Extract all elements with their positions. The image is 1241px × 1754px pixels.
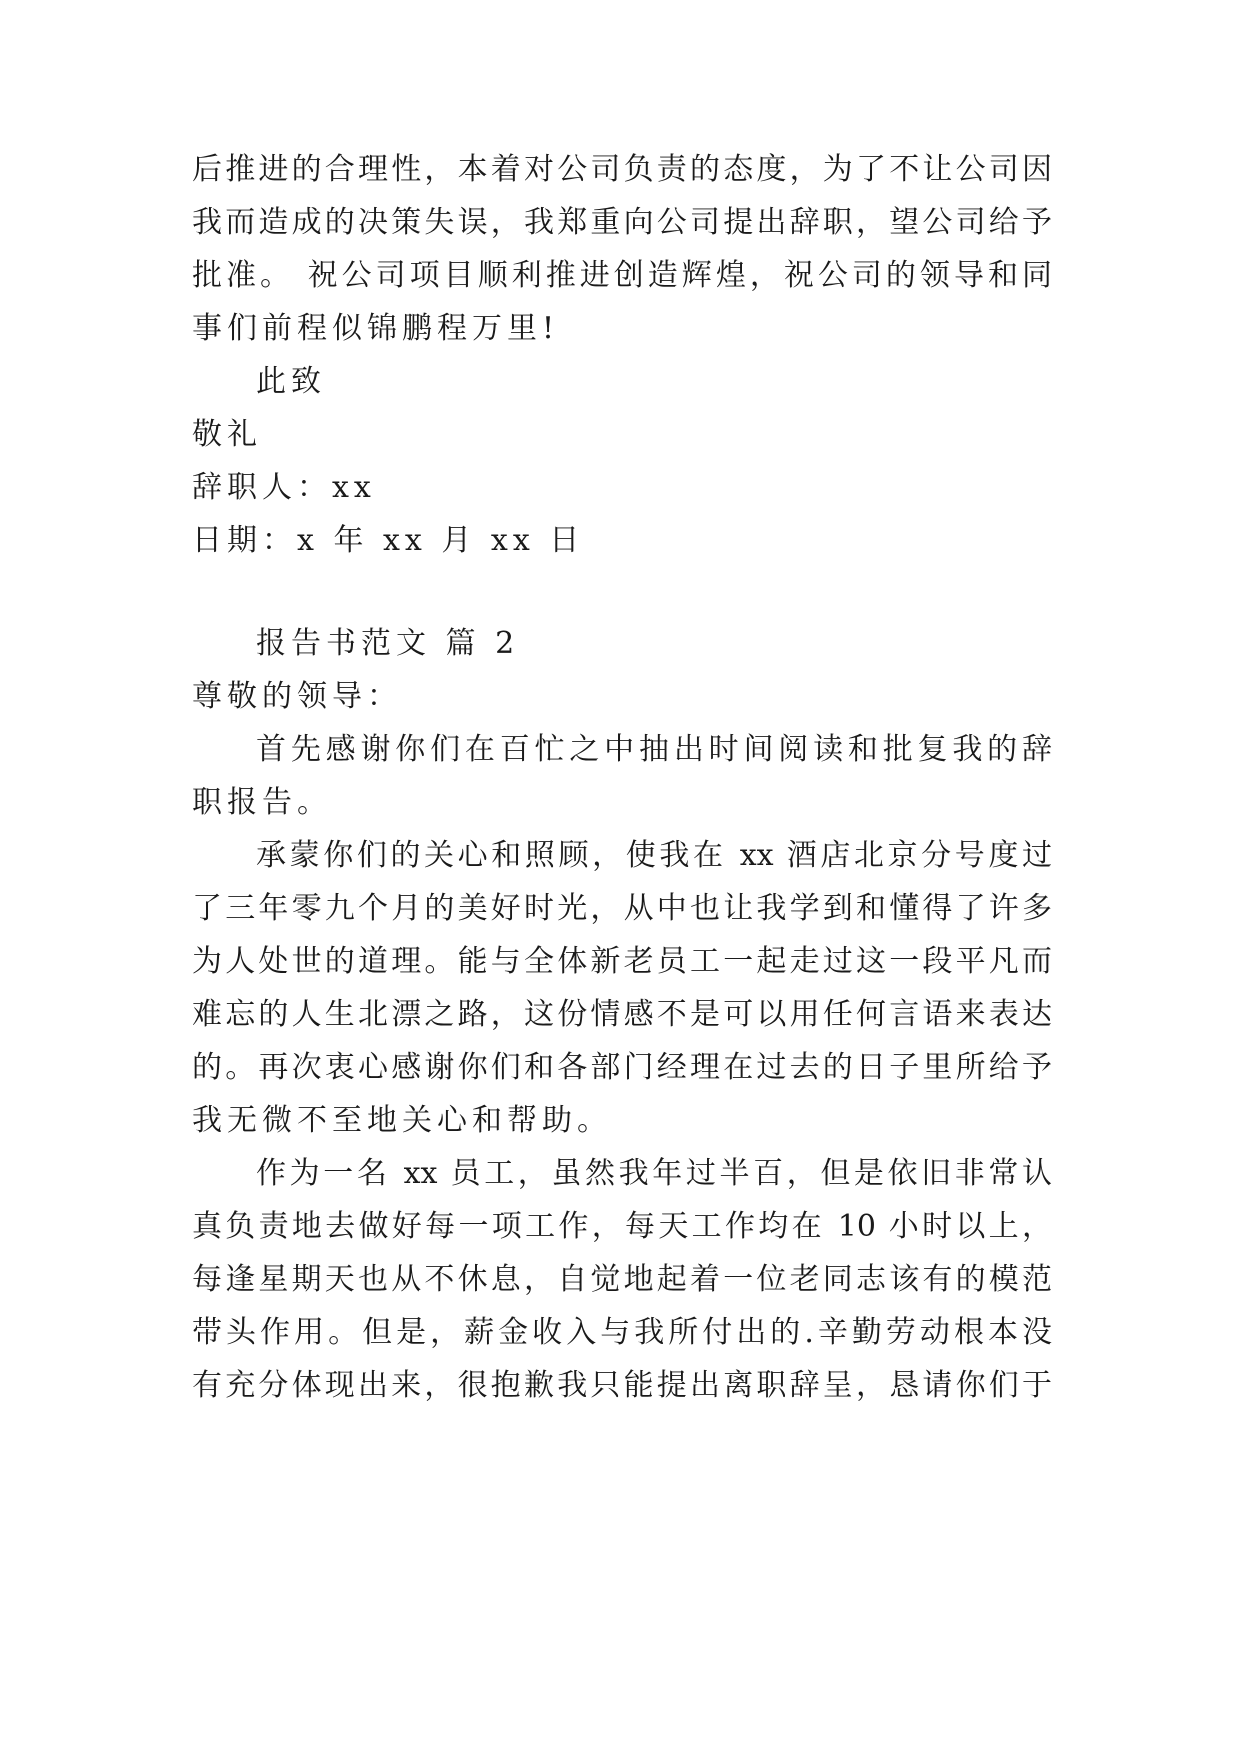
section-heading: 报告书范文 篇 2	[256, 626, 520, 661]
date-line: 日期：x 年 xx 月 xx 日	[192, 523, 585, 558]
signature-line: 辞职人：xx	[192, 470, 376, 505]
paragraph-line: 有充分体现出来，很抱歉我只能提出离职辞呈，恳请你们于	[192, 1368, 1052, 1403]
closing-regards: 敬礼	[192, 417, 262, 452]
paragraph-line: 承蒙你们的关心和照顾，使我在 xx 酒店北京分号度过	[256, 838, 1052, 873]
paragraph-line: 了三年零九个月的美好时光，从中也让我学到和懂得了许多	[192, 891, 1052, 926]
paragraph-line: 我而造成的决策失误，我郑重向公司提出辞职，望公司给予	[192, 205, 1052, 240]
paragraph-line: 我无微不至地关心和帮助。	[192, 1103, 612, 1138]
paragraph-line: 为人处世的道理。能与全体新老员工一起走过这一段平凡而	[192, 944, 1052, 979]
paragraph-line: 带头作用。但是，薪金收入与我所付出的.辛勤劳动根本没	[192, 1315, 1052, 1350]
paragraph-line: 每逢星期天也从不休息，自觉地起着一位老同志该有的模范	[192, 1262, 1052, 1297]
paragraph-line: 的。再次衷心感谢你们和各部门经理在过去的日子里所给予	[192, 1050, 1052, 1085]
paragraph-line: 事们前程似锦鹏程万里!	[192, 311, 560, 346]
paragraph-line: 作为一名 xx 员工，虽然我年过半百，但是依旧非常认	[256, 1156, 1052, 1191]
closing-salutation: 此致	[256, 364, 326, 399]
greeting: 尊敬的领导：	[192, 679, 402, 714]
paragraph-line: 真负责地去做好每一项工作，每天工作均在 10 小时以上，	[192, 1209, 1052, 1244]
paragraph-line: 首先感谢你们在百忙之中抽出时间阅读和批复我的辞	[256, 732, 1052, 767]
paragraph-line: 难忘的人生北漂之路，这份情感不是可以用任何言语来表达	[192, 997, 1052, 1032]
paragraph-line: 职报告。	[192, 785, 332, 820]
paragraph-line: 后推进的合理性，本着对公司负责的态度，为了不让公司因	[192, 152, 1052, 187]
paragraph-line: 批准。 祝公司项目顺利推进创造辉煌，祝公司的领导和同	[192, 258, 1052, 293]
